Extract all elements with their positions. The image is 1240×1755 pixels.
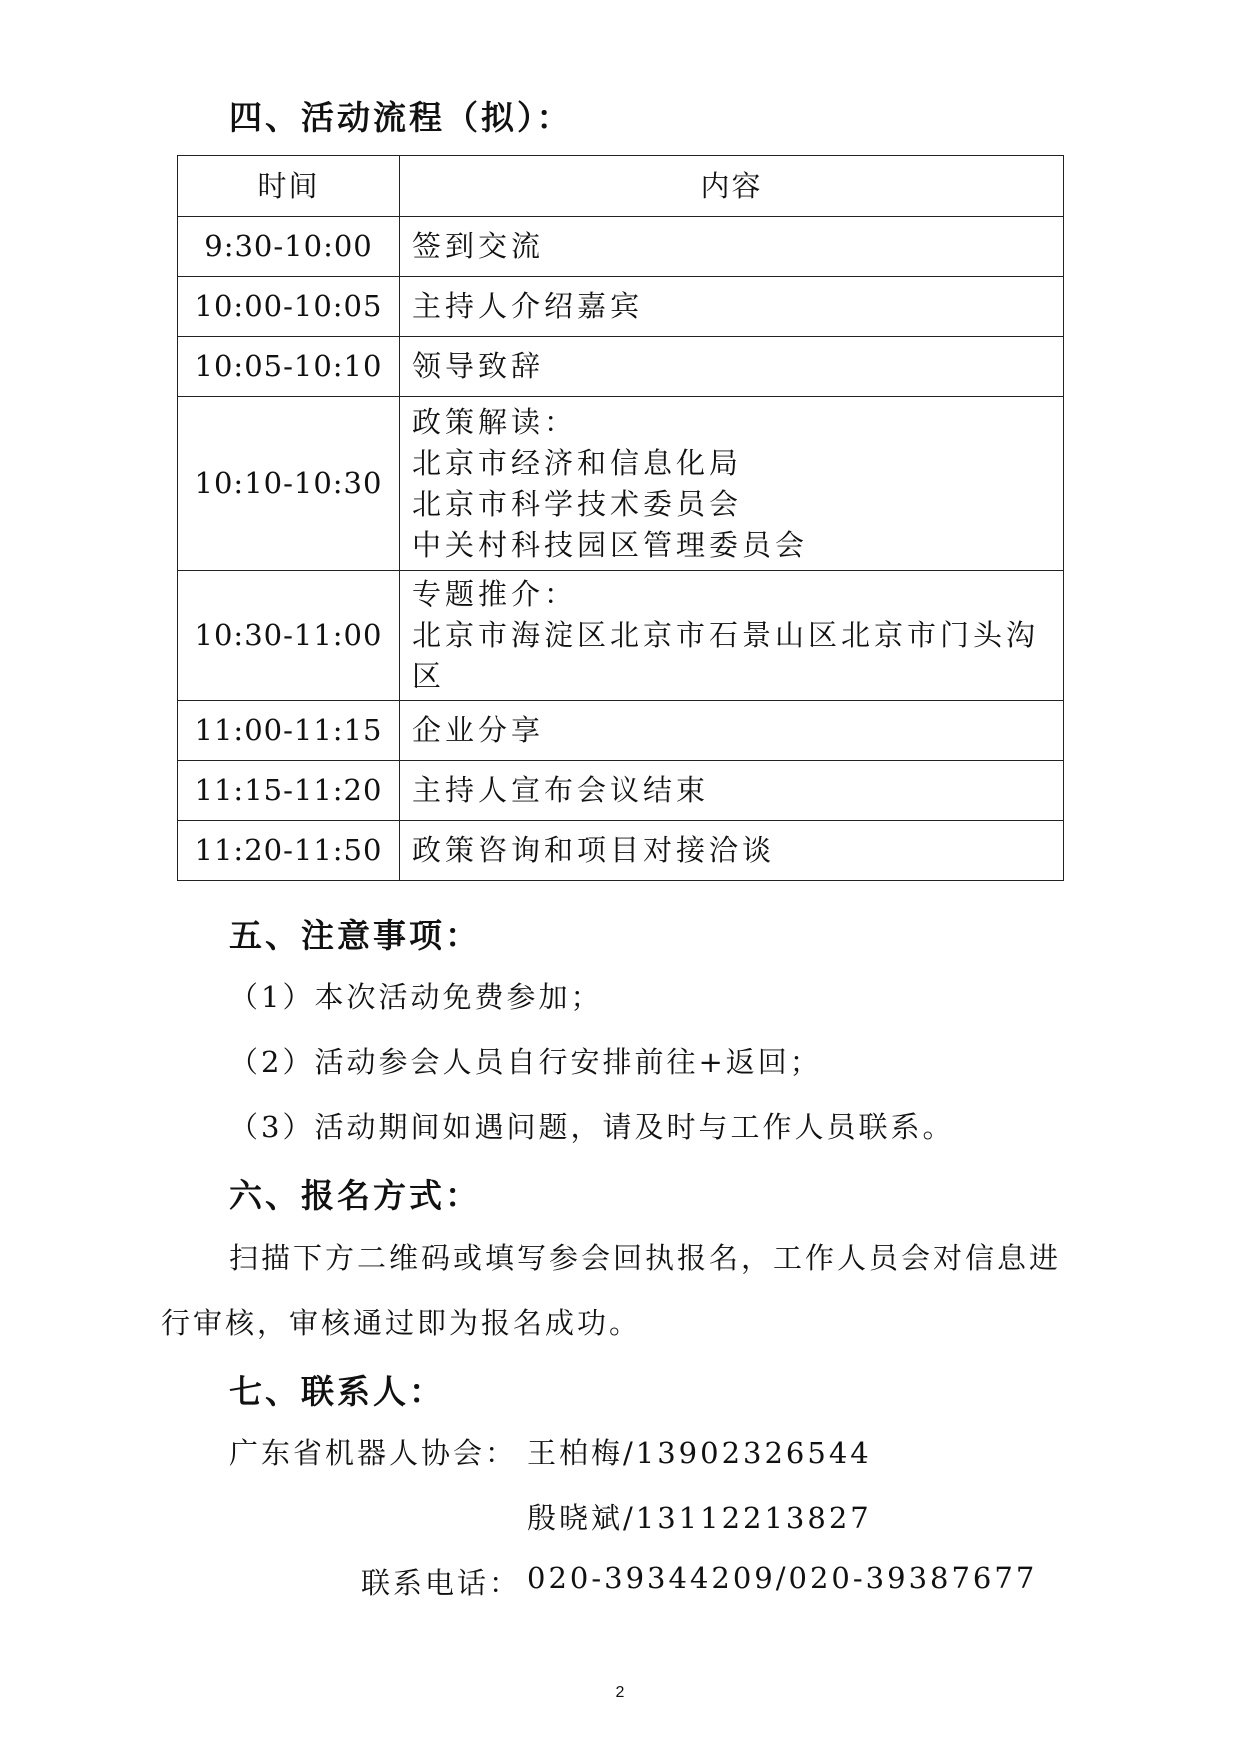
content-line: 签到交流: [412, 229, 545, 263]
registration-text-line-2: 行审核，审核通过即为报名成功。: [161, 1306, 642, 1340]
table-row: [178, 571, 1064, 701]
content-cell: [400, 337, 1064, 397]
content-line: 中关村科技园区管理委员会: [412, 527, 809, 562]
section-7-heading: 七、联系人：: [229, 1372, 445, 1411]
time-cell: 10:30-11:00: [178, 571, 400, 701]
contact-phone: 020-39344209/020-39387677: [527, 1561, 1038, 1595]
content-line: 领导致辞: [412, 349, 545, 383]
section-6-heading: 六、报名方式：: [229, 1176, 481, 1215]
notice-item-3: （3）活动期间如遇问题，请及时与工作人员联系。: [229, 1110, 955, 1144]
time-cell: 11:00-11:15: [178, 701, 400, 761]
header-content: 内容: [400, 156, 1064, 217]
section-5-heading: 五、注意事项：: [229, 916, 481, 955]
time-cell: 9:30-10:00: [178, 217, 400, 277]
time-cell: 10:05-10:10: [178, 337, 400, 397]
content-cell: [400, 277, 1064, 337]
content-cell: [400, 571, 1064, 701]
contact-1: 王柏梅/13902326544: [527, 1436, 872, 1470]
contact-phone-label: 联系电话：: [361, 1566, 522, 1600]
content-line: 北京市科学技术委员会: [412, 486, 743, 521]
content-line: 政策解读：: [412, 404, 578, 439]
table-row: [178, 277, 1064, 337]
schedule-table: [177, 155, 1064, 881]
section-4-heading: 四、活动流程（拟）：: [229, 98, 573, 137]
content-cell: [400, 701, 1064, 761]
content-cell: [400, 217, 1064, 277]
registration-text-line-1: 扫描下方二维码或填写参会回执报名，工作人员会对信息进: [229, 1241, 1062, 1275]
time-cell: 10:10-10:30: [178, 397, 400, 571]
time-cell: 11:20-11:50: [178, 821, 400, 881]
content-cell: [400, 821, 1064, 881]
table-row: [178, 337, 1064, 397]
notice-item-1: （1）本次活动免费参加；: [229, 980, 603, 1014]
contact-org: 广东省机器人协会：: [229, 1436, 518, 1470]
page-number: 2: [615, 1684, 625, 1701]
content-line: 政策咨询和项目对接洽谈: [412, 833, 776, 867]
time-cell: 10:00-10:05: [178, 277, 400, 337]
table-row: [178, 397, 1064, 571]
content-line: 主持人宣布会议结束: [412, 773, 710, 807]
table-row: [178, 821, 1064, 881]
content-line: 企业分享: [412, 713, 545, 747]
table-row: [178, 701, 1064, 761]
time-cell: 11:15-11:20: [178, 761, 400, 821]
table-row: [178, 761, 1064, 821]
content-line: 专题推介：: [412, 577, 578, 611]
header-time: 时间: [178, 156, 400, 217]
content-cell: [400, 397, 1064, 571]
table-header-row: [178, 156, 1064, 217]
notice-item-2: （2）活动参会人员自行安排前往+返回；: [229, 1045, 822, 1079]
contact-2: 殷晓斌/13112213827: [527, 1501, 872, 1535]
content-cell: [400, 761, 1064, 821]
table-row: [178, 217, 1064, 277]
content-line: 北京市经济和信息化局: [412, 445, 743, 480]
content-line: 北京市海淀区北京市石景山区北京市门头沟区: [412, 618, 1040, 693]
content-line: 主持人介绍嘉宾: [412, 289, 644, 323]
